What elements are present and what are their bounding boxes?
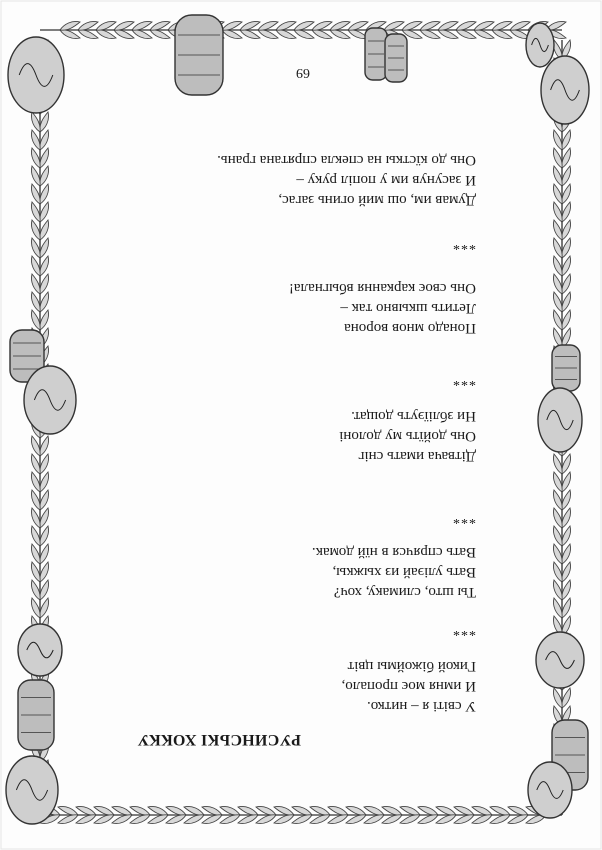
stanza-4-line-3: Онь своє каркання вбыгнала! [288,280,476,296]
stanza-separator: *** [452,511,476,526]
stanza-separator: *** [452,373,476,388]
page-number: 69 [296,65,310,80]
stanza-1-line-3: Гикой біжоймы цвіт [347,658,476,674]
stanza-2-line-2: Вать уліэай из хыжкы, [332,564,476,580]
stanza-4-line-2: Летить шкывно так – [340,300,476,316]
stanza-separator: *** [452,237,476,252]
poem-collection-title: РУСИНСЬКІ ХОККУ [137,731,301,748]
stanza-2-line-1: Ты што, слимаку, хоч? [333,584,476,600]
stanza-3-line-3: Ни збліїэуть дощат. [351,408,476,424]
stanza-3-line-1: Дітвача имать сніг [358,448,476,464]
stanza-1-line-1: У світі я – нитко. [366,698,476,714]
stanza-1-line-2: И имня моє пропало, [341,678,476,694]
stanza-5-line-3: Онь до кїсткы на спекла спрятана грань. [217,152,476,168]
stanza-3-line-2: Онь дойїть му долоні [339,428,476,444]
stanza-2-line-3: Вать спрячся в нїй домак. [311,544,476,560]
stanza-5-line-1: Думав им, ош мий огинь загас, [278,192,476,208]
stanza-5-line-2: И засунув им у попіл руку – [296,172,476,188]
stanza-separator: *** [452,623,476,638]
stanza-4-line-1: Понадо мнов ворона [344,320,476,336]
